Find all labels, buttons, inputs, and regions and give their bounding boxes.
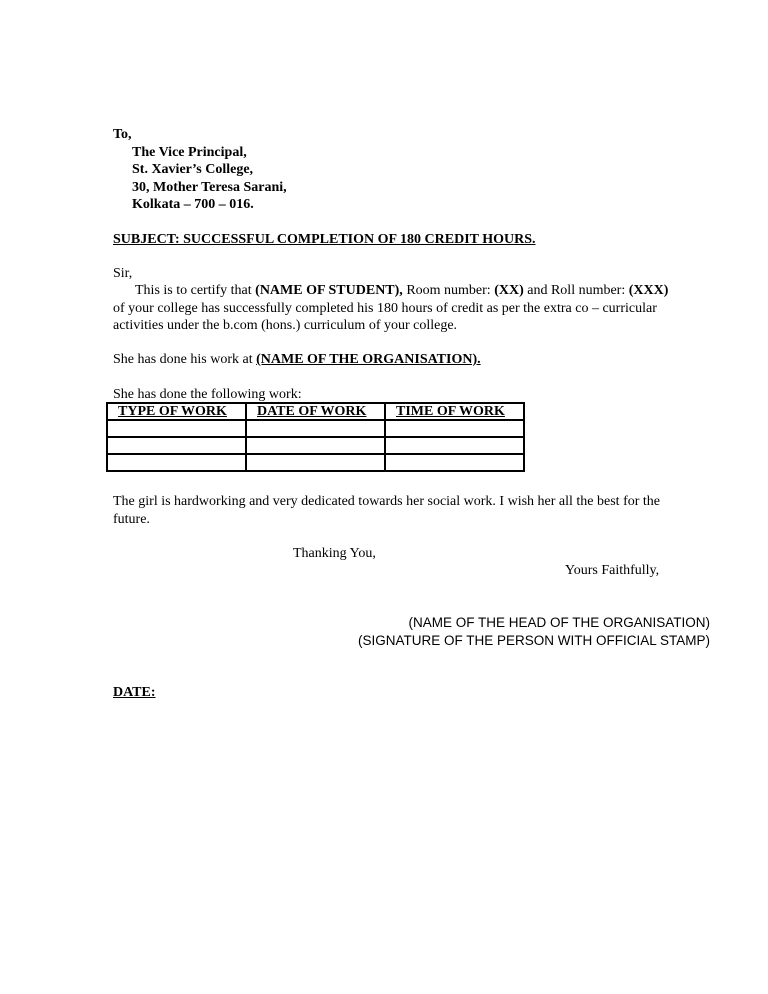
table-cell (385, 454, 524, 471)
table-cell (246, 437, 385, 454)
yours-faithfully: Yours Faithfully, (565, 563, 660, 578)
table-row (107, 437, 524, 454)
address-line-2: St. Xavier’s College, (132, 162, 254, 177)
body-line-2: of your college has successfully completed his 180 hours of credit as per the extra co – curricular (113, 301, 657, 316)
body-line-3: activities under the b.com (hons.) curriculum of your college. (113, 318, 458, 333)
table-cell (246, 420, 385, 437)
table-cell (385, 420, 524, 437)
work-table (106, 402, 525, 472)
table-cell (385, 437, 524, 454)
table-cell (107, 454, 246, 471)
body-text-c: and Roll number: (523, 283, 629, 298)
address-line-1: The Vice Principal, (132, 145, 247, 160)
work-intro: She has done the following work: (113, 387, 302, 402)
thanking-you: Thanking You, (293, 546, 376, 561)
organisation-line (113, 351, 481, 368)
signature-placeholder: (SIGNATURE OF THE PERSON WITH OFFICIAL STAMP) (357, 633, 710, 648)
address-line-3: 30, Mother Teresa Sarani, (132, 180, 287, 195)
header-type-of-work: TYPE OF WORK (107, 403, 246, 420)
header-time-of-work: TIME OF WORK (385, 403, 524, 420)
address-line-4: Kolkata – 700 – 016. (132, 197, 254, 212)
closing-line-1: The girl is hardworking and very dedicated towards her social work. I wish her all the best for the (113, 494, 660, 509)
date-label: DATE: (113, 685, 156, 700)
body-text-b: Room number: (402, 283, 495, 298)
table-cell (107, 437, 246, 454)
closing-line-2: future. (113, 512, 150, 527)
work-table-header-row (107, 403, 524, 420)
student-name-placeholder: (NAME OF STUDENT), (255, 283, 403, 298)
table-cell (107, 420, 246, 437)
head-of-organisation-placeholder: (NAME OF THE HEAD OF THE ORGANISATION) (408, 615, 710, 630)
table-row (107, 420, 524, 437)
roll-number-placeholder: (XXX) (628, 283, 669, 298)
to-label: To, (113, 127, 132, 142)
subject-line: SUBJECT: SUCCESSFUL COMPLETION OF 180 CREDIT HOURS. (113, 232, 536, 247)
body-text-a: This is to certify that (135, 283, 256, 298)
salutation: Sir, (113, 266, 133, 281)
organisation-prefix: She has done his work at (113, 352, 257, 367)
body-line-1 (135, 282, 668, 299)
organisation-placeholder: (NAME OF THE ORGANISATION). (256, 352, 481, 367)
room-number-placeholder: (XX) (494, 283, 524, 298)
header-date-of-work: DATE OF WORK (246, 403, 385, 420)
table-cell (246, 454, 385, 471)
table-row (107, 454, 524, 471)
